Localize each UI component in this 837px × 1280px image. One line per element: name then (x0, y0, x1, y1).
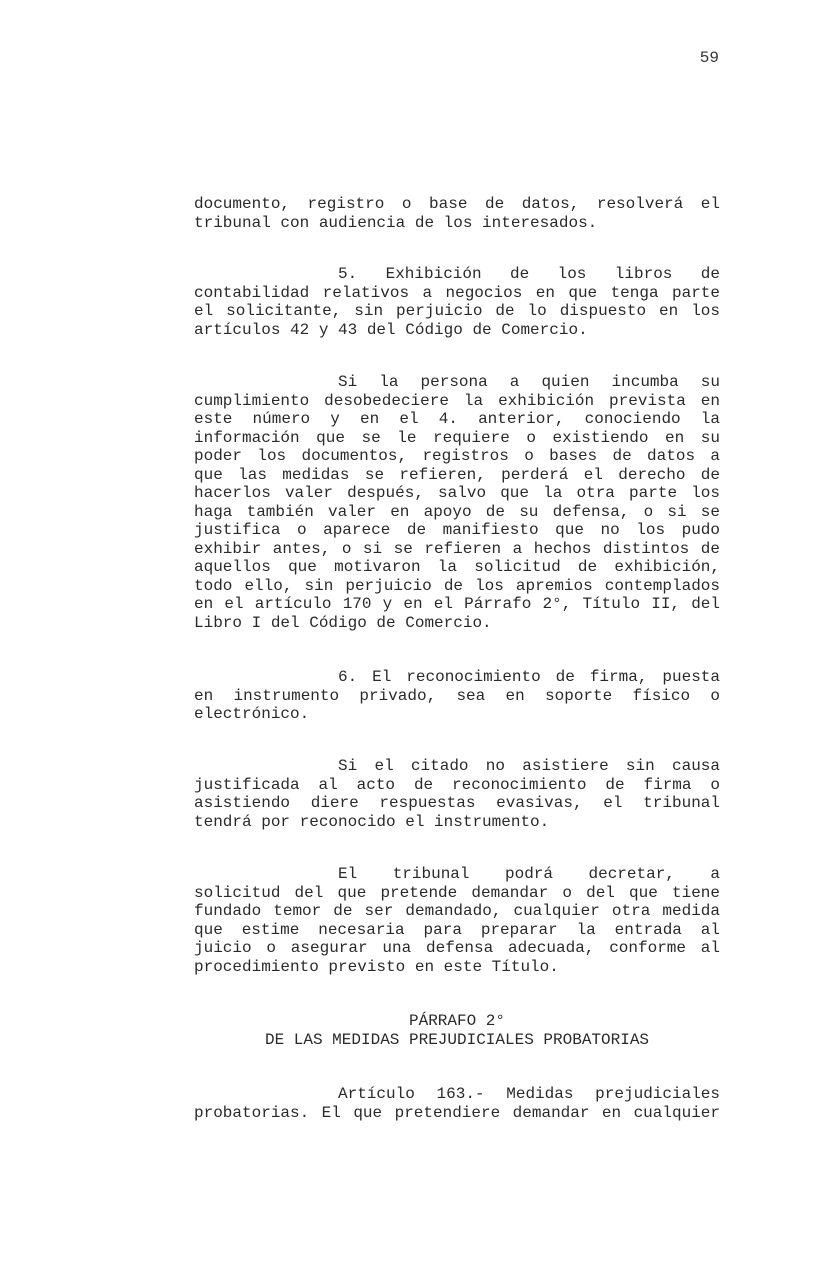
paragraph-continuation (194, 195, 720, 232)
text-line: 5. Exhibición de los libros de (338, 265, 720, 283)
text-line: justificada al acto de reconocimiento de firma o (194, 775, 720, 794)
text-line: que las medidas se refieren, perderá el derecho de (194, 465, 720, 484)
text-line: fundado temor de ser demandado, cualquier otra medida (194, 902, 720, 920)
paragraph-exhibition-sanction (194, 373, 720, 632)
text-line: en instrumento privado, sea en soporte físico o (194, 686, 720, 705)
text-line: aquellos que motivaron la solicitud de exhibición, (194, 558, 720, 576)
text-line: Si el citado no asistiere sin causa (338, 757, 720, 775)
text-line: El tribunal podrá decretar, a (338, 865, 720, 883)
text-line: documento, registro o base de datos, resolverá el (194, 195, 720, 213)
section-heading (194, 1012, 720, 1049)
paragraph-signature-recognition (194, 757, 720, 831)
text-line: Libro I del Código de Comercio. (194, 613, 492, 632)
text-line: artículos 42 y 43 del Código de Comercio. (194, 320, 588, 339)
text-line: juicio o asegurar una defensa adecuada, conforme al (194, 939, 720, 957)
text-line: probatorias. El que pretendiere demandar en cualquier (194, 1103, 720, 1122)
text-line: tendrá por reconocido el instrumento. (194, 812, 550, 831)
text-line: todo ello, sin perjuicio de los apremios contemplados (194, 576, 720, 595)
text-line: solicitud del que pretende demandar o del que tiene (194, 883, 720, 902)
text-line: cumplimiento desobedeciere la exhibición prevista en (194, 391, 720, 410)
text-line: procedimiento previsto en este Título. (194, 957, 559, 976)
text-line: que estime necesaria para preparar la entrada al (194, 920, 720, 939)
text-line: el solicitante, sin perjuicio de lo dispuesto en los (194, 302, 720, 320)
text-line: 6. El reconocimiento de firma, puesta (338, 668, 720, 686)
paragraph-other-measures (194, 865, 720, 976)
text-line: Artículo 163.- Medidas prejudiciales (338, 1085, 720, 1103)
text-line: contabilidad relativos a negocios en que tenga parte (194, 283, 720, 302)
paragraph-item-5 (194, 265, 720, 339)
text-line: electrónico. (194, 705, 310, 723)
section-heading-number: PÁRRAFO 2° (408, 1012, 505, 1030)
text-line: asistiendo diere respuestas evasivas, el tribunal (194, 794, 720, 812)
text-line: en el artículo 170 y en el Párrafo 2°, Título II, del (194, 595, 720, 613)
text-line: exhibir antes, o si se refieren a hechos distintos de (194, 539, 720, 558)
text-line: Si la persona a quien incumba su (338, 373, 720, 391)
text-line: justifica o aparece de manifiesto que no los pudo (194, 521, 720, 539)
paragraph-article-163 (194, 1085, 720, 1122)
text-line: hacerlos valer después, salvo que la otra parte los (194, 484, 720, 502)
section-heading-title: DE LAS MEDIDAS PREJUDICIALES PROBATORIAS (264, 1030, 650, 1049)
text-line: haga también valer en apoyo de su defensa, o si se (194, 502, 720, 521)
page-number: 59 (699, 49, 719, 67)
text-line: información que se le requiere o existiendo en su (194, 428, 720, 447)
text-line: tribunal con audiencia de los interesados. (194, 213, 598, 232)
text-line: poder los documentos, registros o bases de datos a (194, 447, 720, 465)
paragraph-item-6 (194, 668, 720, 724)
text-line: este número y en el 4. anterior, conociendo la (194, 410, 720, 428)
